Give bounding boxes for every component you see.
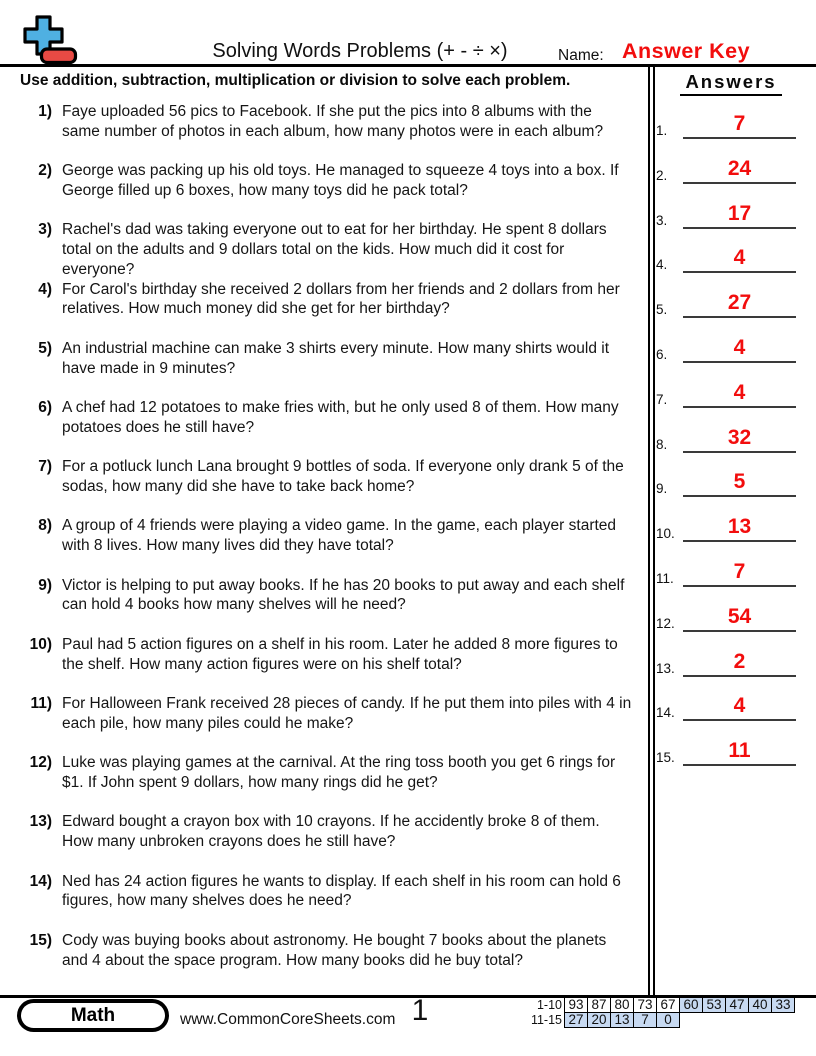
problem-text: Victor is helping to put away books. If he has 20 books to put away and each shelf can hold 4 books how many shelves will he need? [62, 576, 625, 614]
problem-number: 9) [38, 576, 52, 594]
answer-blank-line [683, 423, 796, 453]
score-row [520, 1012, 795, 1028]
problem-text: For Carol's birthday she received 2 dollars from her friends and 2 dollars from her relatives. How much money did she get for her birthday? [62, 280, 620, 318]
problem-text: Cody was buying books about astronomy. He bought 7 books about the planets and 4 about the space program. How many books did he buy total? [62, 931, 607, 969]
page-number: 1 [411, 994, 429, 1027]
answer-value: 27 [727, 291, 752, 315]
answer-blank-line [683, 602, 796, 632]
answer-number: 12. [656, 615, 675, 631]
answer-row [656, 201, 796, 229]
score-cell: 73 [633, 997, 657, 1013]
answer-blank-line [683, 512, 796, 542]
answer-row [656, 514, 796, 542]
problem-text: A chef had 12 potatoes to make fries with, but he only used 8 of them. How many potatoes does he still have? [62, 399, 619, 436]
problem-item [22, 339, 634, 378]
math-badge [17, 999, 169, 1032]
answer-row [656, 649, 796, 677]
name-label: Name: [558, 47, 604, 64]
answer-row [656, 290, 796, 318]
answer-number: 6. [656, 347, 668, 362]
answer-key-text: Answer Key [622, 39, 751, 63]
problem-item [22, 694, 634, 733]
problem-item [22, 753, 634, 792]
problem-number: 5) [38, 339, 52, 357]
score-row-label: 1-10 [536, 998, 562, 1012]
problem-number: 15) [29, 931, 52, 949]
answer-value: 24 [727, 156, 752, 180]
problem-item [22, 635, 634, 674]
score-cell: 80 [610, 997, 634, 1013]
problem-item [22, 931, 634, 970]
answer-value: 7 [733, 112, 746, 135]
website-text: www.CommonCoreSheets.com [180, 1011, 396, 1028]
commoncoresheets-logo [16, 15, 78, 65]
answer-value: 54 [727, 604, 752, 628]
problem-text: A group of 4 friends were playing a video game. In the game, each player started with 8 lives. How many lives did they have total? [62, 517, 617, 555]
answer-number: 9. [656, 481, 668, 497]
answer-blank-line [683, 647, 796, 677]
answer-blank-line [683, 288, 796, 318]
answer-row [656, 245, 796, 273]
header-rule [0, 64, 816, 67]
problem-number: 11) [30, 695, 52, 712]
answer-blank-line [683, 243, 796, 273]
problem-number: 4) [38, 280, 52, 298]
answer-row [656, 469, 796, 497]
answer-value: 4 [733, 380, 746, 404]
instruction-text: Use addition, subtraction, multiplication or division to solve each problem. [20, 72, 571, 89]
problem-number: 3) [38, 221, 52, 239]
answer-blank-line [683, 691, 796, 721]
score-cell: 47 [725, 997, 749, 1013]
answers-heading-label: Answers [680, 71, 781, 96]
score-cell: 7 [633, 1012, 657, 1028]
answer-row [656, 425, 796, 453]
problem-text: For Halloween Frank received 28 pieces of candy. If he put them into piles with 4 in each pile, how many piles could he make? [62, 695, 632, 732]
problem-number: 1) [38, 103, 52, 120]
answer-row [656, 559, 796, 587]
answer-blank-line [683, 199, 796, 229]
problem-text: For a potluck lunch Lana brought 9 bottles of soda. If everyone only drank 5 of the sodas, how many did she have to take back home? [62, 458, 624, 495]
answer-blank-line [683, 109, 796, 139]
problem-text: An industrial machine can make 3 shirts every minute. How many shirts would it have made in 9 minutes? [62, 339, 610, 377]
answer-number: 13. [656, 660, 675, 676]
answer-number: 5. [656, 302, 668, 318]
answer-number: 8. [656, 436, 668, 452]
problem-item [22, 812, 634, 851]
score-cell: 60 [679, 997, 703, 1013]
score-cell: 93 [564, 997, 588, 1013]
problem-item [22, 161, 634, 200]
answer-blank-line [683, 154, 796, 184]
answer-value: 4 [733, 694, 746, 718]
score-cell: 87 [587, 997, 611, 1013]
score-table [520, 997, 795, 1028]
answer-number: 1. [656, 123, 668, 138]
answer-number: 2. [656, 167, 668, 183]
column-divider [648, 67, 655, 997]
problem-text: Edward bought a crayon box with 10 crayons. If he accidently broke 8 of them. How many unbroken crayons does he still have? [62, 813, 600, 851]
problem-number: 8) [38, 517, 52, 535]
problem-number: 12) [29, 754, 52, 772]
answer-number: 11. [656, 571, 674, 586]
answer-blank-line [683, 467, 796, 497]
problem-text: Rachel's dad was taking everyone out to eat for her birthday. He spent 8 dollars total on the adults and 9 dollars total on the kids. How much did it cost for everyone? [62, 221, 607, 278]
answer-value: 7 [733, 560, 746, 583]
worksheet-title: Solving Words Problems (+ - ÷ ×) [212, 40, 508, 62]
answer-value: 5 [733, 470, 746, 494]
answer-number: 15. [656, 750, 675, 766]
answer-number: 3. [656, 212, 668, 228]
score-cell: 67 [656, 997, 680, 1013]
problem-item [22, 457, 634, 496]
problem-item [22, 398, 634, 437]
problem-number: 6) [38, 399, 52, 416]
math-badge-label: Math [21, 1003, 165, 1028]
score-cell: 40 [748, 997, 772, 1013]
answer-blank-line [683, 736, 796, 766]
problem-number: 14) [29, 872, 52, 890]
plus-minus-icon [16, 15, 78, 65]
problem-text: George was packing up his old toys. He managed to squeeze 4 toys into a box. If George filled up 6 boxes, how many toys did he pack total? [62, 162, 619, 199]
score-cell: 13 [610, 1012, 634, 1028]
problem-text: Paul had 5 action figures on a shelf in his room. Later he added 8 more figures to the shelf. How many action figures were on his shelf total? [62, 635, 618, 673]
problem-text: Ned has 24 action figures he wants to display. If each shelf in his room can hold 6 figures, how many shelves does he need? [62, 872, 621, 910]
answer-blank-line [683, 333, 796, 363]
answer-value: 13 [727, 515, 752, 539]
problem-number: 10) [29, 635, 52, 653]
answer-row [656, 693, 796, 721]
answer-row [656, 111, 796, 139]
answer-row [656, 156, 796, 184]
answers-heading [656, 71, 806, 96]
answer-blank-line [683, 557, 796, 587]
answer-value: 4 [733, 336, 746, 359]
score-cell: 0 [656, 1012, 680, 1028]
answer-blank-line [683, 378, 796, 408]
problem-item [22, 576, 634, 615]
problem-item [22, 516, 634, 555]
problem-item [22, 102, 634, 141]
score-cell: 53 [702, 997, 726, 1013]
problem-item [22, 220, 634, 279]
problem-text: Luke was playing games at the carnival. At the ring toss booth you get 6 rings for $1. If John spent 9 dollars, how many rings did he get? [62, 754, 616, 791]
answer-number: 10. [656, 526, 675, 542]
score-row [520, 997, 795, 1013]
score-cell: 33 [771, 997, 795, 1013]
answer-value: 11 [728, 739, 751, 763]
problem-number: 13) [29, 813, 52, 831]
answer-row [656, 335, 796, 363]
answer-row [656, 380, 796, 408]
score-cell: 20 [587, 1012, 611, 1028]
problem-item [22, 280, 634, 319]
answer-row [656, 738, 796, 766]
problem-text: Faye uploaded 56 pics to Facebook. If she put the pics into 8 albums with the same number of photos in each album, how many photos were in each album? [62, 103, 604, 140]
answer-row [656, 604, 796, 632]
answer-value: 4 [733, 246, 746, 270]
problem-number: 7) [38, 458, 52, 476]
answer-number: 4. [656, 257, 668, 273]
answer-value: 17 [727, 201, 752, 225]
problem-item [22, 872, 634, 911]
score-cell: 27 [564, 1012, 588, 1028]
problem-number: 2) [38, 162, 52, 180]
answer-value: 2 [733, 649, 746, 673]
answer-number: 7. [656, 391, 668, 407]
score-row-label: 11-15 [530, 1013, 562, 1027]
answer-number: 14. [656, 705, 675, 721]
answer-value: 32 [727, 425, 752, 449]
